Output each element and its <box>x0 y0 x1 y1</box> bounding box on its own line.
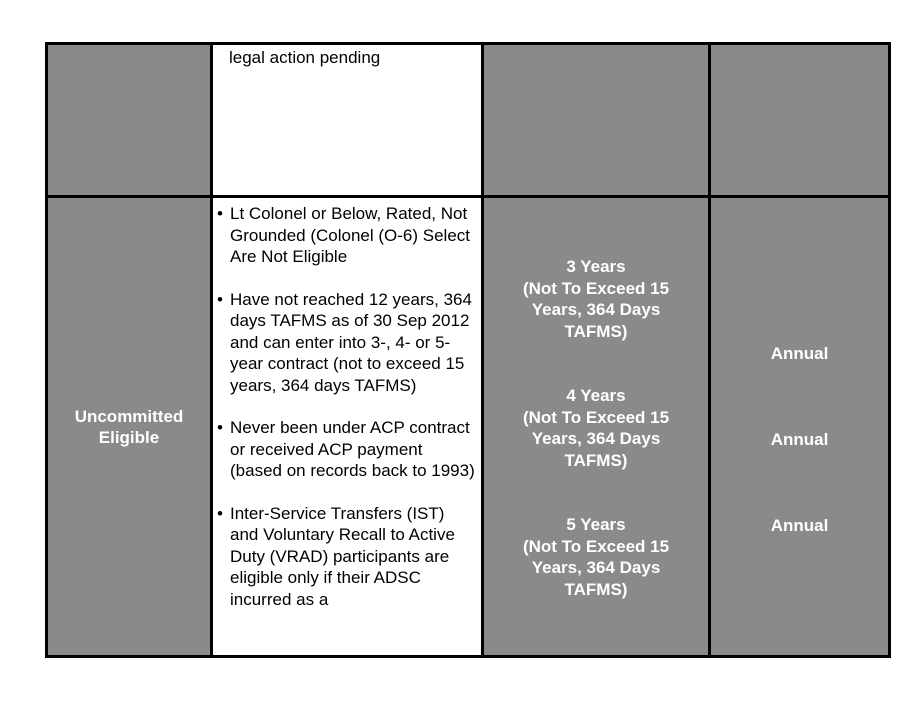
row2-criteria-cell <box>210 195 484 658</box>
row2-frequency-cell <box>708 195 891 658</box>
eligibility-table <box>45 42 891 658</box>
term-5-years: 5 Years (Not To Exceed 15 Years, 364 Days TAFMS) <box>522 515 670 599</box>
row1-criteria-cell <box>210 42 484 198</box>
row2-term-cell <box>481 195 711 658</box>
row1-frequency-cell <box>708 42 891 198</box>
term-4-years: 4 Years (Not To Exceed 15 Years, 364 Days TAFMS) <box>522 386 670 470</box>
criteria-item: • Lt Colonel or Below, Rated, Not Grounded (Colonel (O-6) Select Are Not Eligible <box>217 204 471 266</box>
criteria-item: • Have not reached 12 years, 364 days TAFMS as of 30 Sep 2012 and can enter into 3-, 4- or 5-year contract (not to exceed 15 years, 364 days TAFMS) <box>217 289 472 395</box>
row2-category-cell <box>45 195 213 658</box>
criteria-list <box>215 203 475 610</box>
bullet-icon: • <box>217 204 223 223</box>
frequency-annual-1: Annual <box>770 344 829 363</box>
row1-criteria-text: legal action pending <box>229 48 381 67</box>
bullet-icon: • <box>217 503 223 523</box>
category-line-1: Uncommitted <box>74 406 184 426</box>
bullet-icon: • <box>217 289 223 309</box>
term-list <box>484 256 708 600</box>
row1-category-cell <box>45 42 213 198</box>
bullet-icon: • <box>217 418 223 437</box>
frequency-annual-3: Annual <box>770 516 829 535</box>
category-line-2: Eligible <box>98 427 160 447</box>
term-3-years: 3 Years (Not To Exceed 15 Years, 364 Days TAFMS) <box>522 257 670 341</box>
category-label <box>75 406 184 448</box>
row1-term-cell <box>481 42 711 198</box>
criteria-item: • Never been under ACP contract or received ACP payment (based on records back to 1993) <box>217 418 475 480</box>
criteria-item: • Inter-Service Transfers (IST) and Voluntary Recall to Active Duty (VRAD) participants are eligible only if their ADSC incurred as a <box>217 503 455 609</box>
frequency-annual-2: Annual <box>770 430 829 449</box>
